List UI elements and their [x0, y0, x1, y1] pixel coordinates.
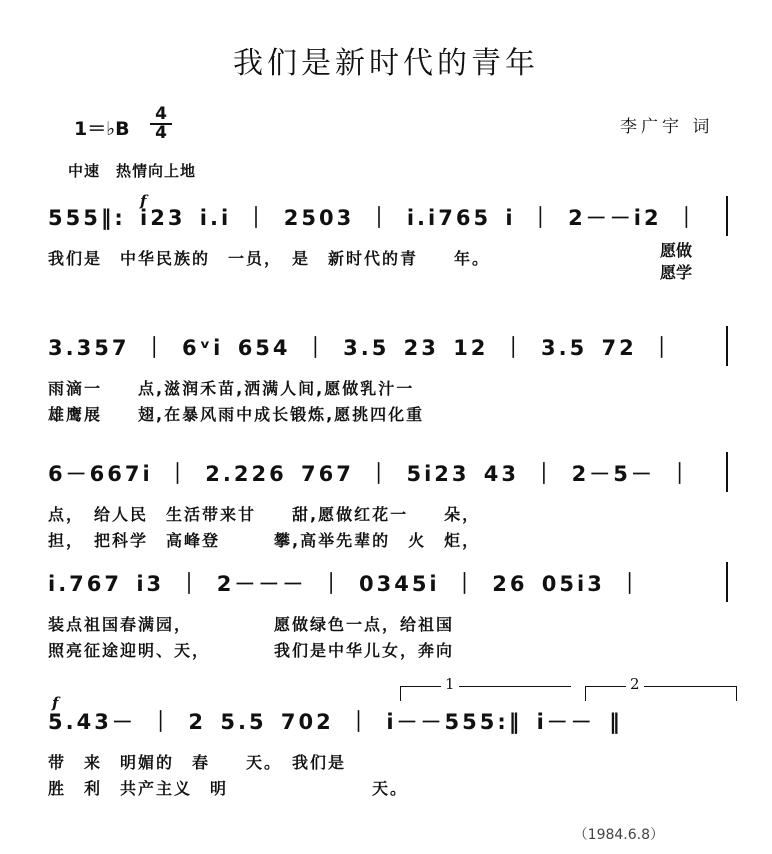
score-system-1 — [0, 192, 772, 306]
lyrics-verse-2: 担， 把科学 高峰登 攀,高举先辈的 火 炬， — [48, 531, 481, 550]
time-top: 4 — [155, 104, 167, 124]
composition-date: （1984.6.8） — [573, 827, 664, 843]
lyrics-verse-2: 照亮征途迎明、天， 我们是中华儿女，奔向 — [48, 641, 455, 660]
barline — [726, 562, 728, 602]
volta-number-1: 1 — [441, 675, 459, 693]
barline — [726, 452, 728, 492]
dynamic-forte: f — [52, 694, 59, 712]
notes-text: 3.357 ｜ 6ᵛi 654 ｜ 3.5 23 12 ｜ 3.5 72 ｜ — [48, 336, 676, 360]
notes-text: 6－667i ｜ 2.226 767 ｜ 5i23 43 ｜ 2－5－ ｜ — [48, 462, 694, 486]
verse-1-continuation: 愿做 — [660, 241, 693, 260]
lyrics-verse-2: 雄鹰展 翅,在暴风雨中成长锻炼,愿挑四化重 — [48, 405, 425, 424]
time-bottom: 4 — [150, 123, 172, 142]
lyrics-verse-1: 带 来 明媚的 春 天。 我们是 — [48, 753, 347, 772]
notes-text: 5.43－ ｜ 2 5.5 702 ｜ i－－555:‖ i－－ ‖ — [48, 710, 623, 734]
notation-line — [48, 326, 728, 366]
notation-line — [48, 562, 728, 602]
dynamic-forte: f — [140, 192, 147, 210]
volta-bracket-1 — [400, 675, 571, 701]
lyrics-verse-1: 雨滴一 点,滋润禾苗,洒满人间,愿做乳汁一 — [48, 379, 415, 398]
volta-bracket-2 — [585, 675, 737, 701]
score-system-5 — [0, 675, 772, 810]
notation-line — [48, 700, 728, 740]
notes-text: 555‖: i23 i.i ｜ 2503 ｜ i.i765 i ｜ 2－－i2 ｜ — [48, 206, 700, 230]
page-title: 我们是新时代的青年 — [233, 46, 539, 81]
lyrics-verse-1: 装点祖国春满园， 愿做绿色一点，给祖国 — [48, 615, 455, 634]
tempo-marking: 中速 热情向上地 — [68, 162, 197, 180]
notation-line — [48, 452, 728, 492]
verse-2-continuation: 愿学 — [660, 263, 693, 282]
notes-text: i.767 i3 ｜ 2－－－ ｜ 0345i ｜ 26 05i3 ｜ — [48, 572, 644, 596]
lyricist-credit: 李广宇 词 — [620, 117, 714, 137]
notation-line — [48, 196, 728, 236]
lyrics-verse-2: 胜 利 共产主义 明 天。 — [48, 779, 409, 798]
score-system-2 — [0, 326, 772, 436]
lyrics-verse-1: 点， 给人民 生活带来甘 甜,愿做红花一 朵， — [48, 505, 481, 524]
barline — [726, 326, 728, 366]
barline — [726, 196, 728, 236]
volta-number-2: 2 — [626, 675, 644, 693]
score-system-3 — [0, 452, 772, 562]
time-signature — [150, 106, 172, 142]
verse-bracket — [660, 240, 692, 284]
score-system-4 — [0, 562, 772, 672]
lyrics-verse-1: 我们是 中华民族的 一员， 是 新时代的青 年。 — [48, 249, 491, 268]
key-signature: 1＝♭B — [74, 118, 130, 140]
